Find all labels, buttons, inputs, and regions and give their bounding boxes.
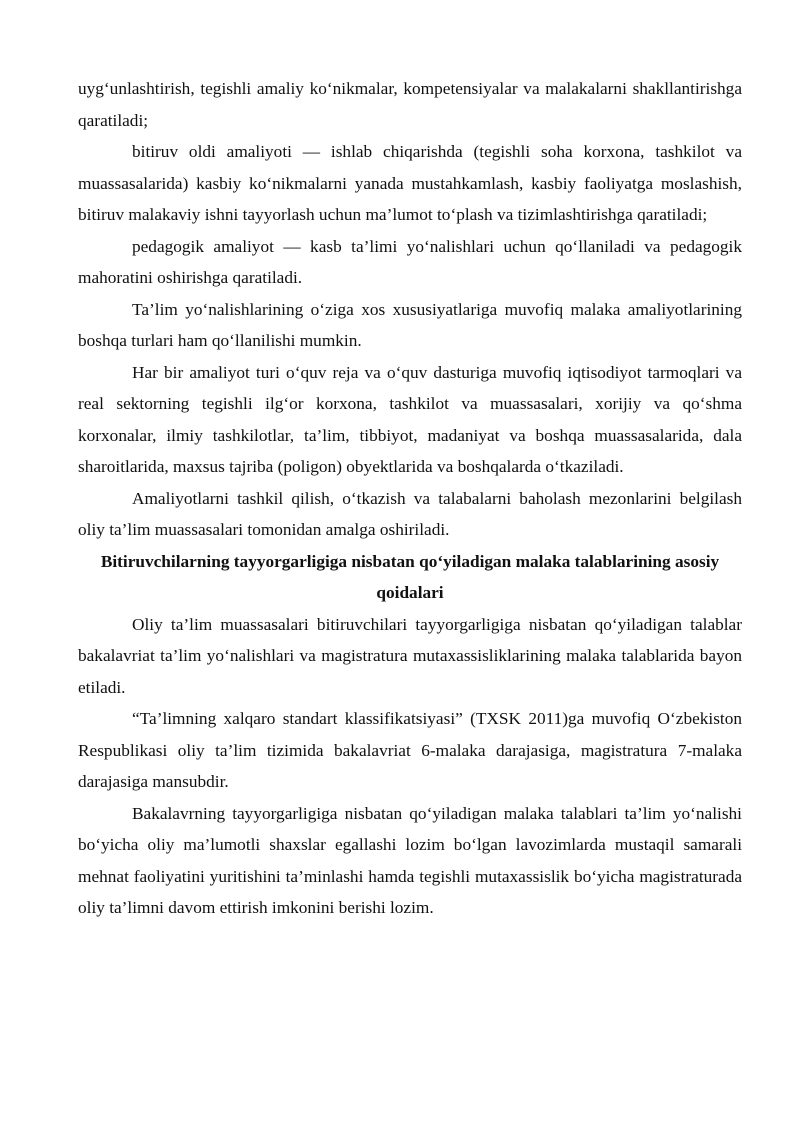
- paragraph-practice-organization: Amaliyotlarni tashkil qilish, o‘tkazish va talabalarni baholash mezonlarini belgilash oliy ta’lim muassasalari tomonidan amalga oshiriladi.: [78, 488, 742, 539]
- paragraph-isced-levels: “Ta’limning xalqaro standart klassifikatsiyasi” (TXSK 2011)ga muvofiq O‘zbekiston Respublikasi oliy ta’lim tizimida bakalavriat 6-malaka darajasiga, magistratura 7-malaka darajasiga mansubdir.: [78, 709, 742, 791]
- paragraph-bachelor-requirements: Bakalavrning tayyorgarligiga nisbatan qo‘yiladigan malaka talablari ta’lim yo‘nalishi bo‘yicha oliy ma’lumotli shaxslar egallashi lozim bo‘lgan lavozimlarda mustaqil samarali mehnat faoliyatini yuritishini ta’minlashi hamda tegishli mutaxassislik bo‘yicha magistraturada oliy ta’limni davom ettirish imkonini berishi lozim.: [78, 803, 742, 917]
- paragraph-other-practice-types: Ta’lim yo‘nalishlarining o‘ziga xos xususiyatlariga muvofiq malaka amaliyotlarining boshqa turlari ham qo‘llanilishi mumkin.: [78, 299, 742, 350]
- document-page: [78, 73, 742, 924]
- section-heading: Bitiruvchilarning tayyorgarligiga nisbatan qo‘yiladigan malaka talablarining asosiy qoidalari: [100, 551, 720, 602]
- paragraph-continuation: uyg‘unlashtirish, tegishli amaliy ko‘nikmalar, kompetensiyalar va malakalarni shakllantirishga qaratiladi;: [78, 79, 742, 130]
- paragraph-graduate-requirements: Oliy ta’lim muassasalari bitiruvchilari tayyorgarligiga nisbatan qo‘yiladigan talablar bakalavriat ta’lim yo‘nalishlari va magistratura mutaxassisliklarining malaka talablarida bayon etiladi.: [78, 614, 742, 697]
- paragraph-pre-graduation-practice: bitiruv oldi amaliyoti — ishlab chiqarishda (tegishli soha korxona, tashkilot va muassasalarida) kasbiy ko‘nikmalarni yanada mustahkamlash, kasbiy faoliyatga moslashish, bitiruv malakaviy ishni tayyorlash uchun ma’lumot to‘plash va tizimlashtirishga qaratiladi;: [78, 142, 742, 224]
- paragraph-practice-locations: Har bir amaliyot turi o‘quv reja va o‘quv dasturiga muvofiq iqtisodiyot tarmoqlari va real sektorning tegishli ilg‘or korxona, tashkilot va muassasalari, xorijiy va qo‘shma korxonalar, ilmiy tashkilotlar, ta’lim, tibbiyot, madaniyat va boshqa muassasalarida, dala sharoitlarida, maxsus tajriba (poligon) obyektlarida va boshqalarda o‘tkaziladi.: [78, 362, 742, 476]
- paragraph-pedagogical-practice: pedagogik amaliyot — kasb ta’limi yo‘nalishlari uchun qo‘llaniladi va pedagogik mahoratini oshirishga qaratiladi.: [78, 236, 742, 287]
